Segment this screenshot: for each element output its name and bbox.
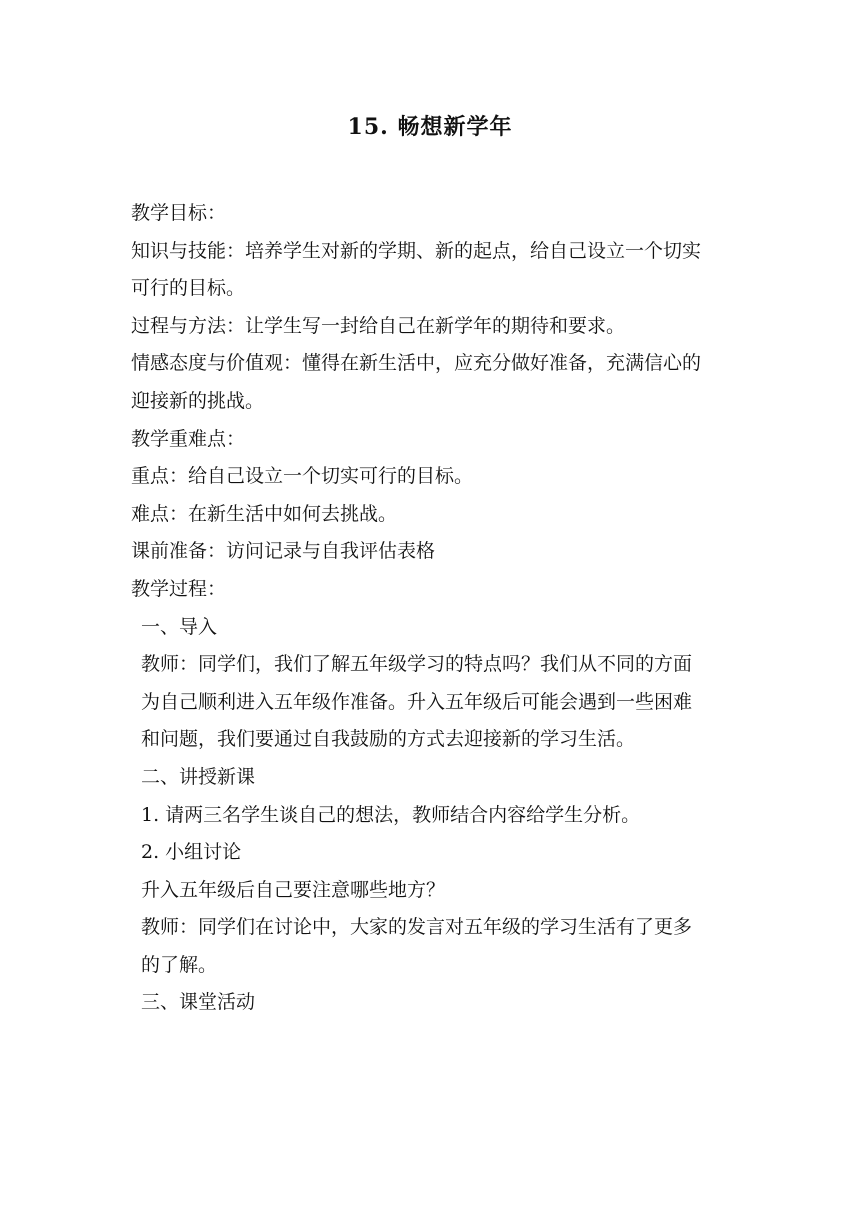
subsection-heading-activity: 三、课堂活动 bbox=[141, 991, 256, 1014]
paragraph-line: 的了解。 bbox=[141, 953, 218, 976]
subsection-heading-intro: 一、导入 bbox=[141, 615, 218, 638]
paragraph-line: 为自己顺利进入五年级作准备。升入五年级后可能会遇到一些困难 bbox=[141, 690, 693, 713]
paragraph-line: 和问题，我们要通过自我鼓励的方式去迎接新的学习生活。 bbox=[141, 728, 636, 751]
section-heading-process: 教学过程： bbox=[131, 577, 227, 600]
paragraph-line: 可行的目标。 bbox=[131, 277, 246, 300]
paragraph-line: 重点：给自己设立一个切实可行的目标。 bbox=[131, 465, 474, 488]
paragraph-line: 情感态度与价值观：懂得在新生活中，应充分做好准备，充满信心的 bbox=[131, 352, 702, 375]
section-heading-objectives: 教学目标： bbox=[131, 202, 227, 224]
list-item: 1. 请两三名学生谈自己的想法，教师结合内容给学生分析。 bbox=[141, 803, 641, 826]
document-title: 15. 畅想新学年 bbox=[347, 114, 513, 140]
subsection-heading-new-lesson: 二、讲授新课 bbox=[141, 765, 256, 788]
paragraph-line: 课前准备：访问记录与自我评估表格 bbox=[131, 540, 436, 563]
paragraph-line: 迎接新的挑战。 bbox=[131, 389, 265, 412]
section-heading-key-points: 教学重难点： bbox=[131, 427, 246, 450]
document-body bbox=[131, 195, 735, 1022]
list-item: 2. 小组讨论 bbox=[141, 841, 242, 864]
paragraph-line: 教师：同学们，我们了解五年级学习的特点吗？我们从不同的方面 bbox=[141, 653, 693, 676]
paragraph-line: 过程与方法：让学生写一封给自己在新学年的期待和要求。 bbox=[131, 314, 626, 337]
paragraph-line: 知识与技能：培养学生对新的学期、新的起点，给自己设立一个切实 bbox=[131, 239, 702, 262]
paragraph-line: 难点：在新生活中如何去挑战。 bbox=[131, 502, 398, 525]
paragraph-line: 教师：同学们在讨论中，大家的发言对五年级的学习生活有了更多 bbox=[141, 916, 693, 939]
paragraph-line: 升入五年级后自己要注意哪些地方？ bbox=[141, 878, 446, 901]
